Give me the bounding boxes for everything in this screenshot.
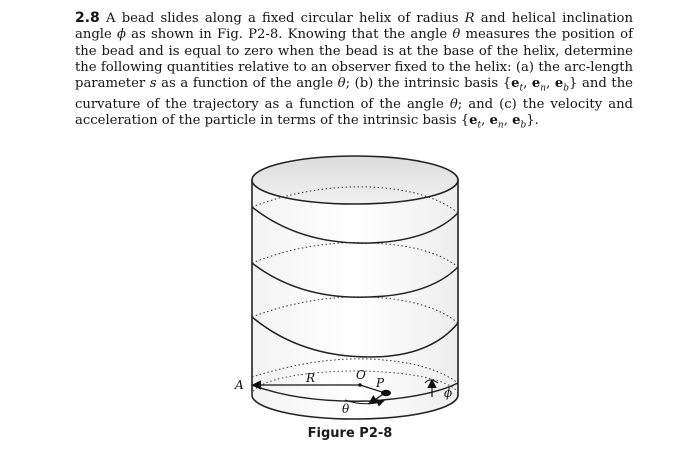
problem-segment: as a function of the angle — [156, 76, 338, 92]
problem-number: 2.8 — [75, 10, 100, 26]
bead-p — [381, 390, 391, 396]
label-p: P — [376, 376, 385, 390]
helix-figure — [220, 145, 490, 445]
problem-text — [75, 11, 633, 132]
problem-segment: , — [523, 76, 532, 92]
problem-segment: s — [149, 76, 157, 92]
problem-segment: and helical inclination angle — [75, 11, 633, 43]
problem-segment: θ — [449, 97, 458, 113]
problem-segment: t — [477, 121, 482, 132]
problem-segment: e — [511, 76, 520, 92]
problem-segment: b — [563, 83, 570, 94]
problem-segment: A bead slides along a fixed circular helix of radius — [106, 11, 465, 26]
label-a: A — [235, 378, 244, 392]
problem-segment: θ — [337, 76, 346, 92]
problem-segment: t — [519, 83, 524, 94]
problem-segment: , — [481, 113, 490, 129]
problem-segment: }. — [526, 113, 539, 129]
label-r: R — [306, 371, 316, 385]
problem-segment: n — [497, 121, 504, 132]
figure-caption: Figure P2-8 — [307, 426, 393, 441]
center-o-dot — [358, 383, 362, 387]
problem-segment: θ — [452, 27, 461, 43]
label-theta: θ — [342, 402, 350, 416]
problem-segment: e — [531, 76, 541, 92]
problem-segment: , — [503, 113, 513, 129]
problem-segment: e — [512, 113, 521, 129]
problem-statement — [75, 10, 633, 134]
problem-segment: ϕ — [116, 27, 126, 43]
problem-segment: measures the position of the bead and is equal to zero when the bead is at the base of the helix, determine the following quantities relative to an observer fixed to the helix: (a) the arc-length parameter — [75, 27, 633, 92]
cylinder-body — [252, 180, 458, 419]
label-o: O — [356, 368, 366, 382]
problem-segment: e — [554, 76, 564, 92]
problem-segment: R — [464, 11, 475, 26]
problem-segment: n — [540, 83, 547, 94]
problem-segment: b — [520, 121, 527, 132]
problem-segment: e — [469, 113, 478, 129]
problem-segment: ; and (c) the velocity and acceleration of the particle in terms of the intrinsic basis { — [75, 97, 633, 129]
label-phi: ϕ — [444, 386, 453, 400]
problem-segment: as shown in Fig. P2-8. Knowing that the angle — [125, 27, 453, 43]
problem-segment: ; (b) the intrinsic basis { — [345, 76, 512, 92]
problem-segment: } and the curvature of the trajectory as a function of the angle — [75, 76, 633, 113]
problem-segment: e — [489, 113, 498, 129]
problem-segment: , — [546, 76, 555, 92]
